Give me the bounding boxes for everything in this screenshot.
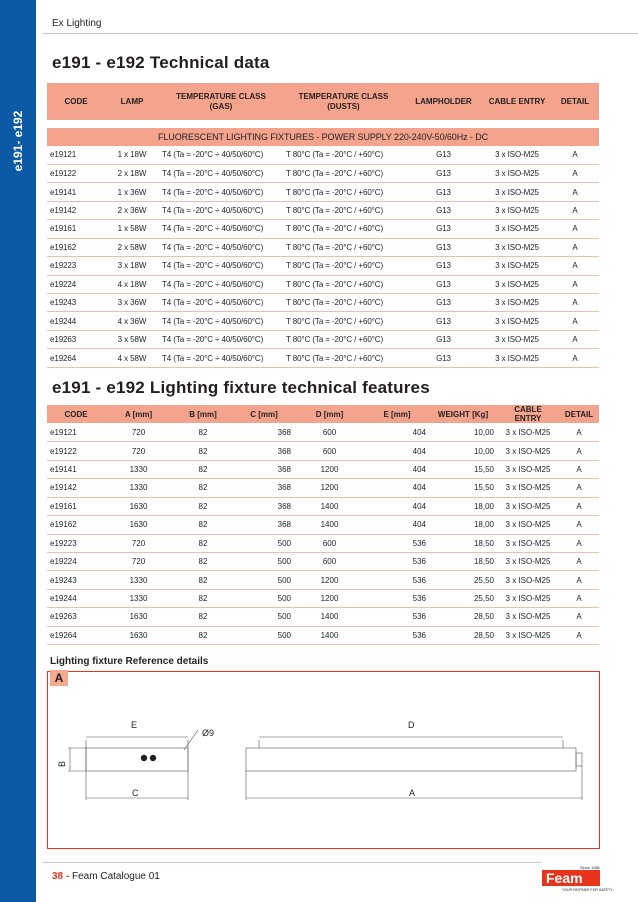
t1-cell-detail: A	[551, 275, 599, 293]
logo-tagline: YOUR PARTNER FOR SAFETY	[562, 888, 613, 892]
t2-cell-code: e19161	[47, 497, 105, 515]
t1-cell-temp-dusts: T 80°C (Ta = -20°C / +60°C)	[283, 220, 404, 238]
t2-header-a: A [mm]	[105, 405, 172, 423]
reference-tag: A	[50, 670, 68, 686]
side-tab-label-wrap	[0, 96, 36, 186]
t2-cell-a: 1630	[105, 608, 172, 626]
t2-cell-b: 82	[172, 442, 234, 460]
footer-divider	[42, 862, 542, 863]
t1-row	[47, 201, 599, 219]
t1-cell-detail: A	[551, 238, 599, 256]
t1-cell-cable-entry: 3 x ISO-M25	[483, 312, 551, 330]
t1-cell-cable-entry: 3 x ISO-M25	[483, 349, 551, 367]
t1-cell-cable-entry: 3 x ISO-M25	[483, 220, 551, 238]
t1-cell-code: e19223	[47, 257, 105, 275]
side-view-endcap	[576, 753, 582, 766]
t2-cell-c: 368	[234, 442, 294, 460]
t1-cell-lampholder: G13	[404, 294, 483, 312]
t2-cell-cable-entry: 3 x ISO-M25	[497, 534, 559, 552]
t2-header-code: CODE	[47, 405, 105, 423]
t1-cell-detail: A	[551, 349, 599, 367]
t2-cell-c: 368	[234, 516, 294, 534]
t1-cell-lamp: 4 x 18W	[105, 275, 159, 293]
t1-cell-lamp: 2 x 36W	[105, 201, 159, 219]
t1-header-cable-entry: CABLE ENTRY	[483, 83, 551, 120]
t1-cell-lampholder: G13	[404, 312, 483, 330]
t2-header-detail: DETAIL	[559, 405, 599, 423]
t2-cell-b: 82	[172, 552, 234, 570]
t2-cell-detail: A	[559, 589, 599, 607]
t2-cell-b: 82	[172, 423, 234, 441]
t1-cell-temp-gas: T4 (Ta = -20°C ÷ 40/50/60°C)	[159, 220, 283, 238]
t1-cell-temp-gas: T4 (Ta = -20°C ÷ 40/50/60°C)	[159, 312, 283, 330]
t1-cell-cable-entry: 3 x ISO-M25	[483, 146, 551, 164]
t1-cell-temp-dusts: T 80°C (Ta = -20°C / +60°C)	[283, 201, 404, 219]
t2-cell-e: 404	[365, 497, 429, 515]
t1-cell-lampholder: G13	[404, 330, 483, 348]
dimension-drawing	[56, 710, 596, 815]
t2-row	[47, 479, 599, 497]
t2-cell-d: 1200	[294, 589, 365, 607]
t1-cell-lampholder: G13	[404, 257, 483, 275]
t2-cell-a: 1330	[105, 589, 172, 607]
t2-cell-d: 1200	[294, 571, 365, 589]
t1-cell-temp-gas: T4 (Ta = -20°C ÷ 40/50/60°C)	[159, 275, 283, 293]
t1-row	[47, 220, 599, 238]
t2-cell-c: 500	[234, 589, 294, 607]
t2-cell-detail: A	[559, 497, 599, 515]
features-table	[47, 405, 599, 645]
t2-cell-b: 82	[172, 497, 234, 515]
t1-cell-lampholder: G13	[404, 238, 483, 256]
technical-data-table	[47, 83, 599, 368]
t2-cell-cable-entry: 3 x ISO-M25	[497, 479, 559, 497]
t1-row	[47, 164, 599, 182]
t2-cell-c: 500	[234, 552, 294, 570]
t2-cell-cable-entry: 3 x ISO-M25	[497, 571, 559, 589]
t2-cell-b: 82	[172, 626, 234, 644]
t1-cell-code: e19243	[47, 294, 105, 312]
t2-cell-detail: A	[559, 442, 599, 460]
t1-cell-lampholder: G13	[404, 146, 483, 164]
t1-cell-code: e19264	[47, 349, 105, 367]
t1-row	[47, 183, 599, 201]
t2-cell-cable-entry: 3 x ISO-M25	[497, 460, 559, 478]
t2-body	[47, 423, 599, 644]
t1-cell-cable-entry: 3 x ISO-M25	[483, 201, 551, 219]
label-e: E	[131, 720, 138, 730]
t1-cell-temp-dusts: T 80°C (Ta = -20°C / +60°C)	[283, 275, 404, 293]
t2-cell-weight: 10,00	[429, 442, 497, 460]
t2-cell-d: 600	[294, 534, 365, 552]
t1-header-lamp: LAMP	[105, 83, 159, 120]
t2-cell-code: e19121	[47, 423, 105, 441]
t1-cell-cable-entry: 3 x ISO-M25	[483, 294, 551, 312]
t1-cell-lamp: 2 x 18W	[105, 164, 159, 182]
t2-cell-e: 404	[365, 423, 429, 441]
t2-row	[47, 552, 599, 570]
page-number: 38	[52, 871, 64, 882]
t1-cell-code: e19244	[47, 312, 105, 330]
label-diameter: Ø9	[202, 728, 215, 738]
t2-cell-e: 536	[365, 589, 429, 607]
t2-cell-a: 720	[105, 534, 172, 552]
t1-cell-temp-dusts: T 80°C (Ta = -20°C / +60°C)	[283, 349, 404, 367]
t2-cell-weight: 18,50	[429, 534, 497, 552]
t2-header-e: E [mm]	[365, 405, 429, 423]
t1-header-detail: DETAIL	[551, 83, 599, 120]
t2-cell-d: 1400	[294, 608, 365, 626]
t2-row	[47, 589, 599, 607]
feam-logo	[540, 862, 613, 896]
t1-cell-temp-gas: T4 (Ta = -20°C ÷ 40/50/60°C)	[159, 183, 283, 201]
t2-cell-cable-entry: 3 x ISO-M25	[497, 442, 559, 460]
cable-glands	[141, 755, 156, 761]
t2-cell-e: 404	[365, 516, 429, 534]
t1-row	[47, 238, 599, 256]
t2-row	[47, 460, 599, 478]
t2-cell-code: e19162	[47, 516, 105, 534]
t1-cell-lampholder: G13	[404, 349, 483, 367]
t2-cell-code: e19142	[47, 479, 105, 497]
t1-cell-code: e19161	[47, 220, 105, 238]
t1-cell-temp-dusts: T 80°C (Ta = -20°C / +60°C)	[283, 164, 404, 182]
diameter-leader	[184, 730, 198, 750]
t1-cell-temp-gas: T4 (Ta = -20°C ÷ 40/50/60°C)	[159, 330, 283, 348]
t2-cell-e: 404	[365, 479, 429, 497]
t2-cell-a: 720	[105, 423, 172, 441]
t2-cell-code: e19263	[47, 608, 105, 626]
t1-cell-temp-dusts: T 80°C (Ta = -20°C / +60°C)	[283, 312, 404, 330]
t2-cell-e: 536	[365, 552, 429, 570]
t1-cell-lampholder: G13	[404, 183, 483, 201]
t2-cell-b: 82	[172, 479, 234, 497]
technical-data-title: e191 - e192 Technical data	[52, 53, 270, 72]
t2-cell-detail: A	[559, 534, 599, 552]
t1-cell-cable-entry: 3 x ISO-M25	[483, 330, 551, 348]
t2-cell-a: 1630	[105, 497, 172, 515]
t2-cell-detail: A	[559, 479, 599, 497]
t1-cell-lamp: 1 x 36W	[105, 183, 159, 201]
t2-cell-detail: A	[559, 571, 599, 589]
t1-cell-code: e19141	[47, 183, 105, 201]
logo-word: Feam	[546, 870, 583, 886]
t1-cell-temp-gas: T4 (Ta = -20°C ÷ 40/50/60°C)	[159, 146, 283, 164]
t1-header-temp-dusts	[283, 83, 404, 120]
t2-cell-code: e19224	[47, 552, 105, 570]
t2-cell-weight: 28,50	[429, 608, 497, 626]
t1-banner: FLUORESCENT LIGHTING FIXTURES - POWER SUPPLY 220-240V-50/60Hz - DC	[47, 128, 599, 146]
t2-cell-d: 1200	[294, 479, 365, 497]
t1-cell-lamp: 3 x 36W	[105, 294, 159, 312]
t1-cell-detail: A	[551, 330, 599, 348]
t2-cell-detail: A	[559, 626, 599, 644]
t1-cell-code: e19122	[47, 164, 105, 182]
t2-cell-weight: 18,00	[429, 497, 497, 515]
t1-cell-lampholder: G13	[404, 201, 483, 219]
t2-row	[47, 626, 599, 644]
t2-cell-e: 536	[365, 626, 429, 644]
t2-cell-a: 720	[105, 552, 172, 570]
side-view-body	[246, 748, 576, 771]
t2-cell-code: e19244	[47, 589, 105, 607]
t2-cell-e: 404	[365, 442, 429, 460]
t1-row	[47, 312, 599, 330]
t2-header-weight: WEIGHT [Kg]	[429, 405, 497, 423]
t2-cell-weight: 18,50	[429, 552, 497, 570]
t1-cell-temp-gas: T4 (Ta = -20°C ÷ 40/50/60°C)	[159, 349, 283, 367]
t2-cell-c: 500	[234, 571, 294, 589]
label-a: A	[409, 788, 416, 798]
t1-cell-detail: A	[551, 183, 599, 201]
t2-cell-weight: 15,50	[429, 479, 497, 497]
t2-header-cable-entry: CABLE ENTRY	[497, 405, 559, 423]
t1-header-code: CODE	[47, 83, 105, 120]
t2-cell-b: 82	[172, 571, 234, 589]
t2-cell-cable-entry: 3 x ISO-M25	[497, 516, 559, 534]
t2-cell-detail: A	[559, 460, 599, 478]
t1-cell-lampholder: G13	[404, 220, 483, 238]
t2-cell-d: 1400	[294, 516, 365, 534]
t1-cell-temp-gas: T4 (Ta = -20°C ÷ 40/50/60°C)	[159, 257, 283, 275]
t1-cell-temp-gas: T4 (Ta = -20°C ÷ 40/50/60°C)	[159, 294, 283, 312]
cable-gland-1	[141, 755, 147, 761]
t1-cell-lamp: 1 x 58W	[105, 220, 159, 238]
t2-cell-c: 368	[234, 497, 294, 515]
t1-cell-lamp: 3 x 18W	[105, 257, 159, 275]
t1-cell-temp-dusts: T 80°C (Ta = -20°C / +60°C)	[283, 330, 404, 348]
t1-row	[47, 330, 599, 348]
t2-cell-weight: 28,50	[429, 626, 497, 644]
t2-cell-c: 500	[234, 608, 294, 626]
t2-cell-cable-entry: 3 x ISO-M25	[497, 589, 559, 607]
t2-cell-e: 536	[365, 608, 429, 626]
t2-cell-c: 368	[234, 460, 294, 478]
label-c: C	[132, 788, 139, 798]
t2-cell-d: 1200	[294, 460, 365, 478]
t2-cell-cable-entry: 3 x ISO-M25	[497, 608, 559, 626]
t1-cell-lamp: 2 x 58W	[105, 238, 159, 256]
t2-cell-cable-entry: 3 x ISO-M25	[497, 552, 559, 570]
t2-row	[47, 497, 599, 515]
t2-cell-detail: A	[559, 423, 599, 441]
side-tab-label: e191- e192	[11, 110, 25, 172]
t2-cell-weight: 15,50	[429, 460, 497, 478]
t2-header-b: B [mm]	[172, 405, 234, 423]
t1-cell-temp-dusts: T 80°C (Ta = -20°C / +60°C)	[283, 183, 404, 201]
t2-cell-b: 82	[172, 516, 234, 534]
t1-header-temp-gas-text: TEMPERATURE CLASS (GAS)	[176, 92, 266, 111]
section-header: Ex Lighting	[52, 18, 102, 29]
t2-row	[47, 516, 599, 534]
t2-row	[47, 442, 599, 460]
t2-cell-detail: A	[559, 608, 599, 626]
t1-cell-lamp: 3 x 58W	[105, 330, 159, 348]
side-tab	[0, 0, 36, 902]
t1-spacer	[47, 120, 599, 128]
t2-cell-d: 1400	[294, 497, 365, 515]
end-view-body	[86, 748, 188, 771]
t1-cell-detail: A	[551, 146, 599, 164]
t1-cell-detail: A	[551, 201, 599, 219]
footer	[52, 871, 160, 882]
t1-cell-detail: A	[551, 164, 599, 182]
t1-header-temp-gas	[159, 83, 283, 120]
t2-cell-code: e19243	[47, 571, 105, 589]
t2-cell-c: 368	[234, 423, 294, 441]
t1-cell-temp-dusts: T 80°C (Ta = -20°C / +60°C)	[283, 257, 404, 275]
footer-text: Feam Catalogue 01	[72, 871, 160, 882]
t2-row	[47, 423, 599, 441]
t1-cell-code: e19263	[47, 330, 105, 348]
cable-gland-2	[150, 755, 156, 761]
logo-since: Since 1981	[580, 865, 601, 870]
t1-cell-temp-dusts: T 80°C (Ta = -20°C / +60°C)	[283, 238, 404, 256]
t2-cell-code: e19264	[47, 626, 105, 644]
reference-title: Lighting fixture Reference details	[50, 656, 209, 667]
footer-separator: -	[63, 871, 73, 882]
t2-cell-b: 82	[172, 460, 234, 478]
t2-row	[47, 608, 599, 626]
t2-cell-e: 536	[365, 571, 429, 589]
t1-cell-temp-gas: T4 (Ta = -20°C ÷ 40/50/60°C)	[159, 164, 283, 182]
t1-row	[47, 349, 599, 367]
t1-body	[47, 120, 599, 367]
t1-cell-lampholder: G13	[404, 275, 483, 293]
t2-cell-c: 368	[234, 479, 294, 497]
t2-cell-a: 1330	[105, 460, 172, 478]
t1-row	[47, 257, 599, 275]
t2-cell-detail: A	[559, 516, 599, 534]
t1-cell-lampholder: G13	[404, 164, 483, 182]
t2-cell-d: 600	[294, 552, 365, 570]
t2-cell-weight: 10,00	[429, 423, 497, 441]
t1-row	[47, 294, 599, 312]
t2-cell-weight: 18,00	[429, 516, 497, 534]
t1-cell-code: e19121	[47, 146, 105, 164]
t2-cell-code: e19223	[47, 534, 105, 552]
t1-banner-row	[47, 128, 599, 146]
t2-cell-d: 1400	[294, 626, 365, 644]
t2-cell-code: e19122	[47, 442, 105, 460]
t2-cell-cable-entry: 3 x ISO-M25	[497, 497, 559, 515]
t1-cell-cable-entry: 3 x ISO-M25	[483, 275, 551, 293]
t2-cell-a: 1330	[105, 479, 172, 497]
t1-cell-temp-dusts: T 80°C (Ta = -20°C / +60°C)	[283, 146, 404, 164]
t1-cell-code: e19162	[47, 238, 105, 256]
t2-cell-a: 1630	[105, 626, 172, 644]
t1-cell-cable-entry: 3 x ISO-M25	[483, 164, 551, 182]
t1-cell-temp-gas: T4 (Ta = -20°C ÷ 40/50/60°C)	[159, 201, 283, 219]
t2-cell-detail: A	[559, 552, 599, 570]
t2-row	[47, 571, 599, 589]
t1-cell-lamp: 4 x 58W	[105, 349, 159, 367]
t1-row	[47, 275, 599, 293]
top-divider	[42, 33, 638, 34]
label-b: B	[57, 760, 67, 767]
t2-cell-a: 1330	[105, 571, 172, 589]
label-d: D	[408, 720, 415, 730]
t1-cell-code: e19224	[47, 275, 105, 293]
features-title: e191 - e192 Lighting fixture technical features	[52, 378, 430, 397]
t2-cell-a: 720	[105, 442, 172, 460]
t1-cell-lamp: 1 x 18W	[105, 146, 159, 164]
t2-cell-b: 82	[172, 608, 234, 626]
t1-cell-code: e19142	[47, 201, 105, 219]
t2-cell-cable-entry: 3 x ISO-M25	[497, 423, 559, 441]
t1-cell-cable-entry: 3 x ISO-M25	[483, 238, 551, 256]
t2-cell-code: e19141	[47, 460, 105, 478]
t2-cell-weight: 25,50	[429, 589, 497, 607]
t2-cell-a: 1630	[105, 516, 172, 534]
t1-cell-temp-gas: T4 (Ta = -20°C ÷ 40/50/60°C)	[159, 238, 283, 256]
t2-cell-weight: 25,50	[429, 571, 497, 589]
t1-cell-lamp: 4 x 36W	[105, 312, 159, 330]
t2-cell-e: 536	[365, 534, 429, 552]
t1-cell-cable-entry: 3 x ISO-M25	[483, 183, 551, 201]
t2-cell-b: 82	[172, 589, 234, 607]
t1-cell-detail: A	[551, 220, 599, 238]
t1-header-temp-dusts-text: TEMPERATURE CLASS (DUSTS)	[298, 92, 389, 111]
t2-cell-c: 500	[234, 534, 294, 552]
t2-row	[47, 534, 599, 552]
t1-cell-detail: A	[551, 312, 599, 330]
t1-cell-detail: A	[551, 294, 599, 312]
t1-cell-cable-entry: 3 x ISO-M25	[483, 257, 551, 275]
t1-spacer-cell	[47, 120, 599, 128]
t2-cell-c: 500	[234, 626, 294, 644]
t1-cell-detail: A	[551, 257, 599, 275]
t2-cell-b: 82	[172, 534, 234, 552]
t2-cell-e: 404	[365, 460, 429, 478]
t2-cell-d: 600	[294, 423, 365, 441]
t2-header-d: D [mm]	[294, 405, 365, 423]
t1-header-lampholder: LAMPHOLDER	[404, 83, 483, 120]
t2-cell-cable-entry: 3 x ISO-M25	[497, 626, 559, 644]
t1-row	[47, 146, 599, 164]
t1-cell-temp-dusts: T 80°C (Ta = -20°C / +60°C)	[283, 294, 404, 312]
t2-cell-d: 600	[294, 442, 365, 460]
t2-header-c: C [mm]	[234, 405, 294, 423]
